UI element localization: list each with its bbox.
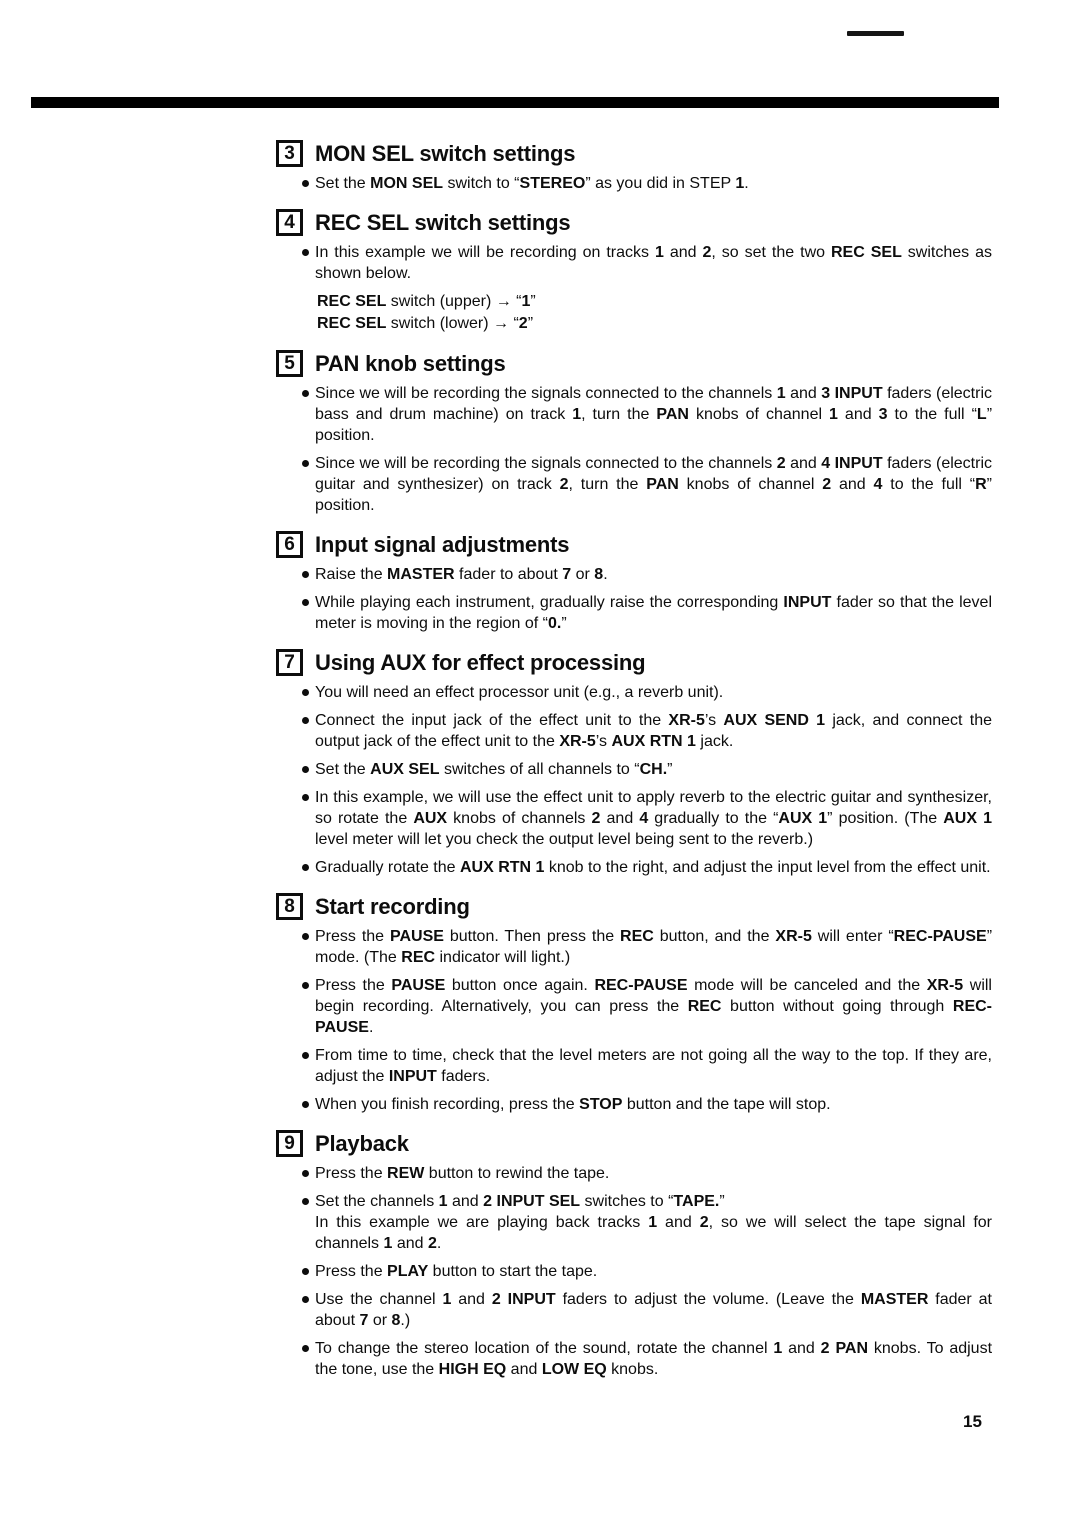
bullet-icon bbox=[302, 864, 309, 871]
step-number-box: 6 bbox=[276, 531, 303, 558]
instruction-text: When you finish recording, press the STOP button and the tape will stop. bbox=[315, 1096, 831, 1113]
instruction-text: Use the channel 1 and 2 INPUT faders to adjust the volume. (Leave the MASTER fader at about 7 or 8.) bbox=[315, 1291, 993, 1329]
instruction-text: Raise the MASTER fader to about 7 or 8. bbox=[315, 566, 608, 583]
instruction-text: While playing each instrument, gradually raise the corresponding INPUT fader so that the level meter is moving in the region of “0.” bbox=[315, 594, 993, 632]
instruction-bullet bbox=[276, 383, 992, 446]
bullet-icon bbox=[302, 460, 309, 467]
section-title: MON SEL switch settings bbox=[315, 140, 576, 166]
step-number-box: 7 bbox=[276, 649, 303, 676]
instruction-text: Press the PLAY button to start the tape. bbox=[315, 1263, 598, 1280]
bullet-icon bbox=[302, 180, 309, 187]
setting-lines bbox=[317, 291, 992, 335]
instruction-bullet bbox=[276, 975, 992, 1038]
bullet-icon bbox=[302, 717, 309, 724]
section-title: Start recording bbox=[315, 893, 470, 919]
step-number-box: 4 bbox=[276, 209, 303, 236]
scan-artifact-dash bbox=[847, 31, 904, 36]
instruction-bullet bbox=[276, 1338, 992, 1380]
bullet-icon bbox=[302, 249, 309, 256]
instruction-bullet bbox=[276, 682, 992, 703]
instruction-text: Gradually rotate the AUX RTN 1 knob to the right, and adjust the input level from the effect unit. bbox=[315, 859, 991, 876]
bullet-icon bbox=[302, 571, 309, 578]
instruction-bullet bbox=[276, 857, 992, 878]
instruction-bullet bbox=[276, 759, 992, 780]
section-4 bbox=[276, 209, 992, 335]
instruction-bullet bbox=[276, 710, 992, 752]
bullet-icon bbox=[302, 599, 309, 606]
bullet-icon bbox=[302, 1345, 309, 1352]
instruction-bullet bbox=[276, 564, 992, 585]
section-title: REC SEL switch settings bbox=[315, 209, 571, 235]
section-title: PAN knob settings bbox=[315, 350, 506, 376]
section-3 bbox=[276, 140, 992, 194]
bullet-icon bbox=[302, 1170, 309, 1177]
instruction-text: Press the PAUSE button. Then press the REC button, and the XR-5 will enter “REC-PAUSE” mode. (The REC indicator will light.) bbox=[315, 928, 993, 966]
instruction-text: From time to time, check that the level meters are not going all the way to the top. If they are, adjust the INPUT faders. bbox=[315, 1047, 992, 1085]
instruction-bullet bbox=[276, 1191, 992, 1254]
instruction-text: Connect the input jack of the effect unit to the XR-5’s AUX SEND 1 jack, and connect the output jack of the effect unit to the XR-5’s AUX RTN 1 jack. bbox=[315, 712, 993, 750]
step-number-box: 3 bbox=[276, 140, 303, 167]
instruction-text: Since we will be recording the signals connected to the channels 2 and 4 INPUT faders (electric guitar and synthesizer) on track 2, turn the PAN knobs of channel 2 and 4 to the full “R” position. bbox=[315, 455, 992, 514]
section-heading bbox=[276, 350, 992, 377]
bullet-icon bbox=[302, 794, 309, 801]
bullet-icon bbox=[302, 689, 309, 696]
instruction-text: Set the channels 1 and 2 INPUT SEL switches to “TAPE.” In this example we are playing back tracks 1 and 2, so we will select the tape signal for channels 1 and 2. bbox=[315, 1193, 993, 1252]
step-number-box: 5 bbox=[276, 350, 303, 377]
instruction-text: In this example we will be recording on tracks 1 and 2, so set the two REC SEL switches as shown below. bbox=[315, 244, 993, 282]
setting-line: REC SEL switch (upper) → “1” bbox=[317, 293, 536, 310]
instruction-text: Since we will be recording the signals connected to the channels 1 and 3 INPUT faders (electric bass and drum machine) on track 1, turn the PAN knobs of channel 1 and 3 to the full “L” position. bbox=[315, 385, 993, 444]
setting-line: REC SEL switch (lower) → “2” bbox=[317, 315, 534, 332]
instruction-bullet bbox=[276, 1094, 992, 1115]
bullet-icon bbox=[302, 1101, 309, 1108]
bullet-icon bbox=[302, 1198, 309, 1205]
instruction-bullet bbox=[276, 926, 992, 968]
instruction-bullet bbox=[276, 1163, 992, 1184]
bullet-icon bbox=[302, 766, 309, 773]
instruction-bullet bbox=[276, 242, 992, 284]
section-heading bbox=[276, 893, 992, 920]
section-5 bbox=[276, 350, 992, 516]
sections bbox=[276, 140, 992, 1387]
instruction-text: Press the REW button to rewind the tape. bbox=[315, 1165, 610, 1182]
instruction-bullet bbox=[276, 1045, 992, 1087]
instruction-text: You will need an effect processor unit (e.g., a reverb unit). bbox=[315, 684, 724, 701]
section-7 bbox=[276, 649, 992, 878]
instruction-text: To change the stereo location of the sound, rotate the channel 1 and 2 PAN knobs. To adjust the tone, use the HIGH EQ and LOW EQ knobs. bbox=[315, 1340, 993, 1378]
step-number-box: 9 bbox=[276, 1130, 303, 1157]
section-6 bbox=[276, 531, 992, 634]
section-heading bbox=[276, 209, 992, 236]
bullet-icon bbox=[302, 1296, 309, 1303]
section-heading bbox=[276, 531, 992, 558]
instruction-bullet bbox=[276, 173, 992, 194]
bullet-icon bbox=[302, 982, 309, 989]
section-9 bbox=[276, 1130, 992, 1380]
instruction-bullet bbox=[276, 592, 992, 634]
instruction-text: Set the MON SEL switch to “STEREO” as you did in STEP 1. bbox=[315, 175, 749, 192]
section-heading bbox=[276, 1130, 992, 1157]
section-title: Using AUX for effect processing bbox=[315, 649, 646, 675]
step-number-box: 8 bbox=[276, 893, 303, 920]
section-heading bbox=[276, 649, 992, 676]
instruction-bullet bbox=[276, 1289, 992, 1331]
instruction-bullet bbox=[276, 453, 992, 516]
header-rule bbox=[31, 97, 999, 108]
bullet-icon bbox=[302, 1268, 309, 1275]
page-number: 15 bbox=[963, 1412, 982, 1431]
bullet-icon bbox=[302, 390, 309, 397]
bullet-icon bbox=[302, 933, 309, 940]
instruction-bullet bbox=[276, 787, 992, 850]
section-title: Playback bbox=[315, 1130, 409, 1156]
instruction-bullet bbox=[276, 1261, 992, 1282]
section-title: Input signal adjustments bbox=[315, 531, 570, 557]
instruction-text: Press the PAUSE button once again. REC-PAUSE mode will be canceled and the XR-5 will begin recording. Alternatively, you can press the REC button without going through REC-PAUSE. bbox=[315, 977, 992, 1036]
instruction-text: Set the AUX SEL switches of all channels to “CH.” bbox=[315, 761, 673, 778]
section-8 bbox=[276, 893, 992, 1115]
bullet-icon bbox=[302, 1052, 309, 1059]
section-heading bbox=[276, 140, 992, 167]
instruction-text: In this example, we will use the effect unit to apply reverb to the electric guitar and synthesizer, so rotate the AUX knobs of channels 2 and 4 gradually to the “AUX 1” position. (The AUX 1 level meter will let you check the output level being sent to the reverb.) bbox=[315, 789, 993, 848]
